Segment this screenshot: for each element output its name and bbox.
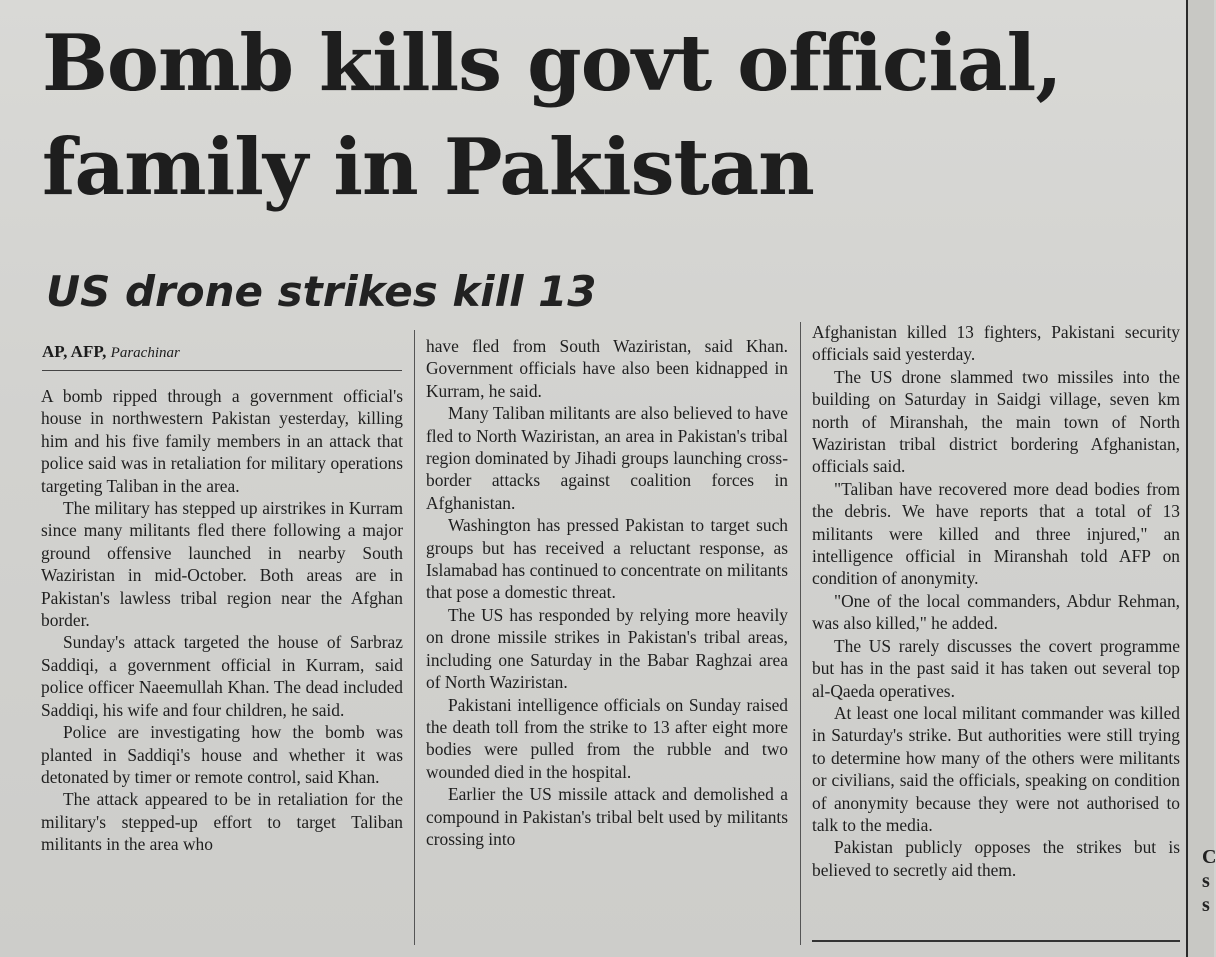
paragraph: The US rarely discusses the covert programme but has in the past said it has taken out several top al-Qaeda operatives.: [812, 635, 1180, 701]
paragraph: The attack appeared to be in retaliation for the military's stepped-up effort to target Taliban militants in the area who: [41, 789, 403, 855]
headline: [42, 12, 1182, 220]
byline-place: Parachinar: [110, 345, 180, 361]
paragraph: "One of the local commanders, Abdur Rehman, was also killed," he added.: [812, 590, 1180, 634]
paragraph: have fled from South Waziristan, said Khan. Government officials have also been kidnapped in Kurram, he said.: [426, 336, 788, 401]
byline-agencies: AP, AFP,: [42, 342, 107, 361]
subheadline: US drone strikes kill 13: [46, 267, 597, 316]
headline-line-2: family in Pakistan: [42, 122, 814, 213]
paragraph: Afghanistan killed 13 fighters, Pakistani security officials said yesterday.: [812, 322, 1180, 365]
paragraph: The military has stepped up airstrikes in Kurram since many militants fled there following a major ground offensive launched in nearby South Waziristan in mid-October. Both areas are in Pakistan's lawless tribal region near the Afghan border.: [41, 498, 403, 631]
adjacent-page-char: C: [1202, 846, 1216, 868]
paragraph: Pakistani intelligence officials on Sunday raised the death toll from the strike to 13 after eight more bodies were pulled from the rubble and two wounded died in the hospital.: [426, 694, 788, 782]
byline: [42, 340, 402, 371]
paragraph: At least one local militant commander was killed in Saturday's strike. But authorities were still trying to determine how many of the others were militants or civilians, said the officials, speaking on condition of anonymity because they were not authorised to talk to the media.: [812, 702, 1180, 835]
paragraph: Many Taliban militants are also believed to have fled to North Waziristan, an area in Pakistan's tribal region dominated by Jihadi groups launching cross-border attacks against coalition forces in Afghanistan.: [426, 403, 788, 513]
paragraph: "Taliban have recovered more dead bodies from the debris. We have reports that a total of 13 militants were killed and three injured," an intelligence official in Miranshah told AFP on condition of anonymity.: [812, 478, 1180, 589]
article-column-2: [426, 335, 788, 850]
paragraph: Washington has pressed Pakistan to target such groups but has received a reluctant response, as Islamabad has continued to concentrate on militants that pose a domestic threat.: [426, 515, 788, 603]
article-column-1: [41, 385, 403, 856]
adjacent-page-char: s: [1202, 870, 1210, 892]
paragraph: Pakistan publicly opposes the strikes but is believed to secretly aid them.: [812, 837, 1180, 880]
adjacent-page-edge: [1186, 0, 1214, 957]
paragraph: Sunday's attack targeted the house of Sarbraz Saddiqi, a government official in Kurram, said police officer Naeemullah Khan. The dead included Saddiqi, his wife and four children, he said.: [41, 632, 403, 720]
paragraph: The US has responded by relying more heavily on drone missile strikes in Pakistan's tribal areas, including one Saturday in the Babar Raghzai area of North Waziristan.: [426, 604, 788, 693]
headline-line-1: Bomb kills govt official,: [42, 18, 1062, 109]
paragraph: Earlier the US missile attack and demolished a compound in Pakistan's tribal belt used by militants crossing into: [426, 784, 788, 849]
column-end-rule: [812, 940, 1180, 942]
adjacent-page-char: s: [1202, 894, 1210, 916]
column-divider: [414, 330, 415, 945]
paragraph: The US drone slammed two missiles into the building on Saturday in Saidgi village, seven km north of Miranshah, the main town of North Waziristan tribal district bordering Afghanistan, officials said.: [812, 366, 1180, 477]
column-divider: [800, 322, 801, 945]
article-column-3: [812, 321, 1180, 881]
paragraph: A bomb ripped through a government official's house in northwestern Pakistan yesterday, killing him and his five family members in an attack that police said was in retaliation for military operations targeting Taliban in the area.: [41, 386, 403, 496]
paragraph: Police are investigating how the bomb was planted in Saddiqi's house and whether it was detonated by timer or remote control, said Khan.: [41, 722, 403, 787]
